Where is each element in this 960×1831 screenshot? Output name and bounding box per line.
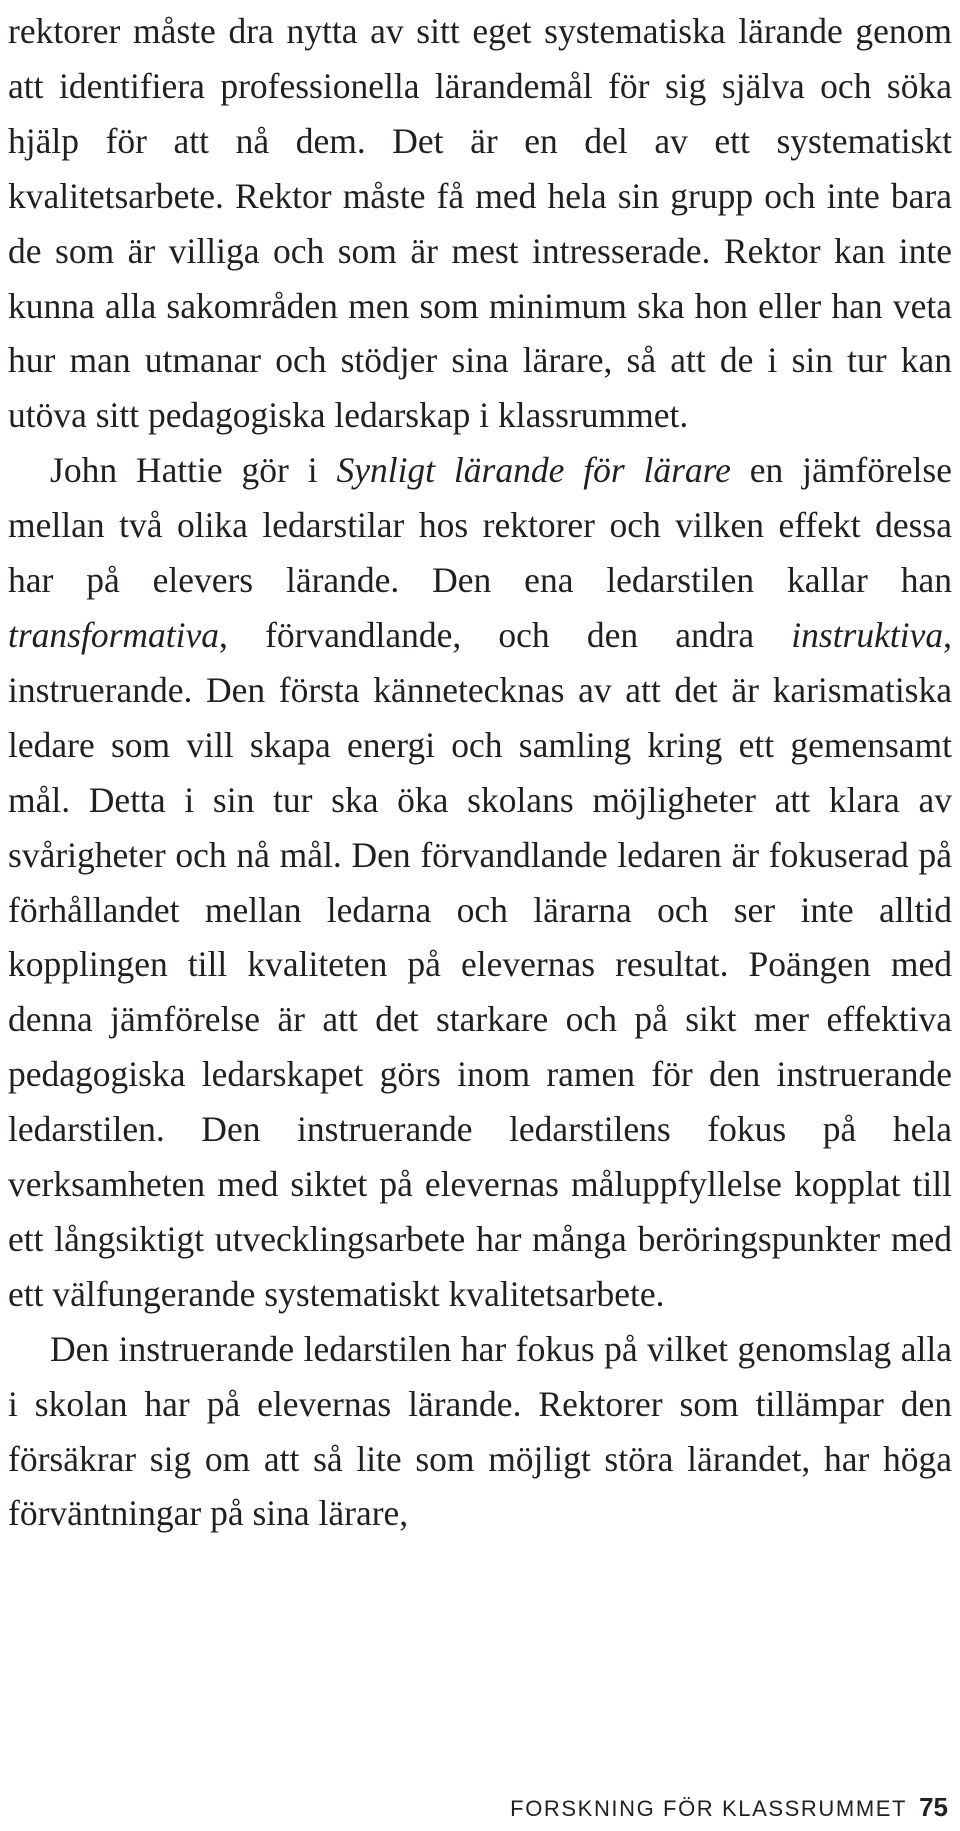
term-italic: transformativa <box>8 614 220 655</box>
running-title: FORSKNING FÖR KLASSRUMMET <box>510 1796 908 1821</box>
text-segment: Den instruerande ledarstilen har fokus på vilket genomslag alla i skolan har på elevernas lärande. Rektorer som tillämpar den försäkrar sig om att så lite som möjligt störa lärandet, har höga förväntningar på sina lärare, <box>8 1328 952 1534</box>
paragraph <box>8 1322 952 1542</box>
text-segment: John Hattie gör i <box>50 450 337 491</box>
text-segment: rektorer måste dra nytta av sitt eget systematiska lärande genom att identifiera professionella lärandemål för sig själva och söka hjälp för att nå dem. Det är en del av ett systematiskt kvalitetsarbete. Rektor måste få med hela sin grupp och inte bara de som är villiga och som är mest intresserade. Rektor kan inte kunna alla sakområden men som minimum ska hon eller han veta hur man utmanar och stödjer sina lärare, så att de i sin tur kan utöva sitt pedagogiska ledarskap i klassrummet. <box>8 11 952 436</box>
paragraph <box>8 4 952 443</box>
term-italic: instruktiva <box>791 614 944 655</box>
text-segment: , instruerande. Den första kännetecknas av att det är karismatiska ledare som vill skapa energi och samling kring ett gemensamt mål. Detta i sin tur ska öka skolans möjligheter att klara av svårigheter och nå mål. Den förvandlande ledaren är fokuserad på förhållandet mellan ledarna och lärarna och ser inte alltid kopplingen till kvaliteten på elevernas resultat. Poängen med denna jämförelse är att det starkare och på sikt mer effektiva pedagogiska ledarskapet görs inom ramen för den instruerande ledarstilen. Den instruerande ledarstilens fokus på hela verksamheten med siktet på elevernas måluppfyllelse kopplat till ett långsiktigt utvecklingsarbete har många beröringspunkter med ett välfungerande systematiskt kvalitetsarbete. <box>8 614 952 1314</box>
text-segment: , förvandlande, och den andra <box>219 614 792 655</box>
paragraph <box>8 443 952 1322</box>
book-title-italic: Synligt lärande för lärare <box>336 450 731 491</box>
text-segment: en jämförelse mellan två olika ledarstilar hos rektorer och vilken effekt dessa har på elevers lärande. Den ena ledarstilen kallar han <box>8 450 952 601</box>
page-number: 75 <box>919 1792 948 1822</box>
body-text <box>8 4 952 1541</box>
page-footer <box>510 1792 948 1822</box>
